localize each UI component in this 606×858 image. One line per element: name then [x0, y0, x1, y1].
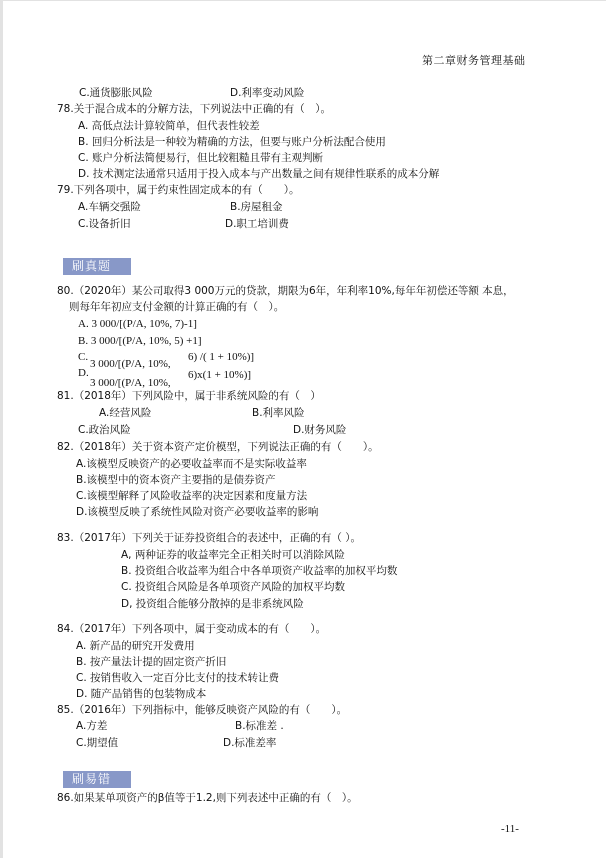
q80-option-b-formula: 3 000/[(P/A, 10%, 5) +1] — [90, 335, 202, 347]
q80-stem-line2: 则每年年初应支付金额的计算正确的有（ ）。 — [69, 301, 285, 313]
q82-stem: 82.（2018年）关于资本资产定价模型，下列说法正确的有（ ）。 — [57, 441, 379, 453]
chapter-header: 第二章财务管理基础 — [422, 54, 526, 67]
q79-option-a: A.车辆交强险 — [78, 201, 141, 213]
q80-option-a-label: A. — [78, 318, 89, 330]
q80-option-c-formula-tail: 6) /( 1 + 10%)] — [188, 351, 255, 363]
q85-option-b: B.标准差 . — [235, 720, 284, 732]
q80-option-c-label: C. — [78, 351, 89, 363]
q82-option-a: A.该模型反映资产的必要收益率而不是实际收益率 — [76, 458, 307, 470]
q84-option-b: B. 按产量法计提的固定资产折旧 — [76, 656, 227, 668]
q85-option-c: C.期望值 — [76, 737, 119, 749]
q81-option-c: C.政治风险 — [78, 424, 131, 436]
page-border-left — [0, 0, 3, 858]
q78-stem: 78.关于混合成本的分解方法，下列说法中正确的有（ ）。 — [57, 103, 331, 115]
q77-option-c: C.通货膨胀风险 — [79, 87, 153, 99]
q81-option-a: A.经营风险 — [99, 407, 152, 419]
q80-option-b-label: B. — [78, 335, 89, 347]
q85-option-d: D.标准差率 — [223, 737, 277, 749]
page-number: -11- — [501, 823, 519, 835]
q78-option-a: A. 高低点法计算较简单，但代表性较差 — [78, 120, 260, 132]
q84-option-a: A. 新产品的研究开发费用 — [76, 640, 195, 652]
q78-option-d: D. 技术测定法通常只适用于投入成本与产出数量之间有规律性联系的成本分解 — [78, 168, 440, 180]
q83-option-c: C. 投资组合风险是各单项资产风险的加权平均数 — [121, 581, 346, 593]
q80-stem-line1: 80.（2020年）某公司取得3 000万元的贷款，期限为6年，年利率10%,每年年初偿还等额 本息， — [57, 285, 514, 297]
q83-stem: 83.（2017年）下列关于证券投资组合的表述中，正确的有（ ）。 — [57, 532, 362, 544]
page-border-top — [0, 0, 606, 1]
q84-stem: 84.（2017年）下列各项中，属于变动成本的有（ ）。 — [57, 623, 327, 635]
q82-option-b: B.该模型中的资本资产主要指的是债券资产 — [76, 474, 276, 486]
q80-option-a-formula: 3 000/[(P/A, 10%, 7)-1] — [91, 318, 197, 330]
q86-stem: 86.如果某单项资产的β值等于1.2,则下列表述中正确的有（ ）。 — [57, 792, 358, 804]
q78-option-b: B. 回归分析法是一种较为精确的方法，但要与账户分析法配合使用 — [78, 136, 386, 148]
q83-option-b: B. 投资组合收益率为组合中各单项资产收益率的加权平均数 — [121, 565, 398, 577]
q83-option-a: A, 两种证券的收益率完全正相关时可以消除风险 — [121, 549, 345, 561]
section-tag-error-prone: 刷易错 — [63, 771, 131, 788]
q79-option-b: B.房屋租金 — [230, 201, 283, 213]
section-tag-real-exam: 刷真题 — [63, 258, 131, 275]
q85-option-a: A.方差 — [76, 720, 108, 732]
q85-stem: 85.（2016年）下列指标中，能够反映资产风险的有（ ）。 — [57, 704, 348, 716]
q80-option-d-formula-main: 3 000/[(P/A, 10%, — [90, 377, 171, 389]
q80-option-b — [78, 334, 202, 348]
q84-option-d: D. 随产品销售的包装物成本 — [76, 688, 207, 700]
q79-option-d: D.职工培训费 — [225, 218, 289, 230]
q80-option-a — [78, 317, 197, 331]
q84-option-c: C. 按销售收入一定百分比支付的技术转让费 — [76, 672, 280, 684]
q79-stem: 79.下列各项中，属于约束性固定成本的有（ ）。 — [57, 184, 300, 196]
q81-option-b: B.利率风险 — [252, 407, 305, 419]
q82-option-d: D.该模型反映了系统性风险对资产必要收益率的影响 — [76, 506, 319, 518]
q79-option-c: C.设备折旧 — [78, 218, 131, 230]
q82-option-c: C.该模型解释了风险收益率的决定因素和度量方法 — [76, 490, 308, 502]
q81-stem: 81.（2018年）下列风险中，属于非系统风险的有（ ） — [57, 390, 321, 402]
q83-option-d: D, 投资组合能够分散掉的是非系统风险 — [121, 598, 304, 610]
q77-option-d: D.利率变动风险 — [230, 87, 305, 99]
q80-option-d-label: D. — [78, 367, 89, 379]
q80-option-c-formula-main: 3 000/[(P/A, 10%, — [90, 358, 171, 370]
q80-option-d-formula-tail: 6)x(1 + 10%)] — [188, 369, 252, 381]
q81-option-d: D.财务风险 — [293, 424, 347, 436]
q78-option-c: C. 账户分析法简便易行，但比较粗糙且带有主观判断 — [78, 152, 324, 164]
